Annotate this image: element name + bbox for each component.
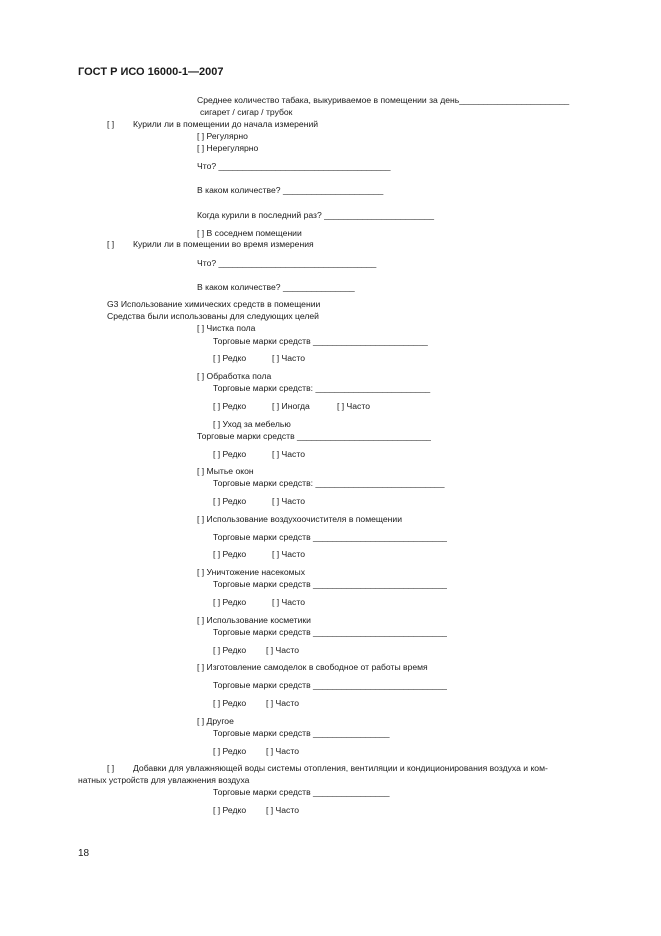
frequency-option: [ ] Редко	[213, 449, 247, 459]
frequency-option: [ ] Редко	[213, 645, 247, 655]
brands-line: Торговые марки средств: ________________________	[213, 383, 431, 393]
brands-line: Торговые марки средств ____________________________	[213, 532, 447, 542]
option-label: [ ] Использование косметики	[197, 615, 311, 625]
frequency-option: [ ] Часто	[337, 401, 370, 411]
checkbox: [ ]	[107, 239, 115, 249]
option-label: [ ] Нерегулярно	[197, 143, 259, 153]
frequency-option: [ ] Редко	[213, 597, 247, 607]
brands-line: Торговые марки средств: ___________________________	[213, 478, 445, 488]
frequency-option: [ ] Редко	[213, 401, 247, 411]
frequency-option: [ ] Часто	[266, 805, 299, 815]
option-label: [ ] Использование воздухоочистителя в помещении	[197, 514, 403, 524]
option-label: [ ] Уничтожение насекомых	[197, 567, 306, 577]
option-label: [ ] Обработка пола	[197, 371, 272, 381]
option-label: [ ] Изготовление самоделок в свободное от работы время	[197, 662, 428, 672]
frequency-option: [ ] Часто	[266, 746, 299, 756]
frequency-option: [ ] Часто	[272, 449, 305, 459]
question-label: Курили ли в помещении во время измерения	[133, 239, 314, 249]
frequency-option: [ ] Редко	[213, 698, 247, 708]
option-label: [ ] Регулярно	[197, 131, 248, 141]
brands-line: Торговые марки средств ________________	[213, 728, 390, 738]
text-line: сигарет / сигар / трубок	[200, 107, 293, 117]
brands-line: Торговые марки средств ________________________	[213, 336, 428, 346]
frequency-option: [ ] Часто	[272, 496, 305, 506]
frequency-option: [ ] Редко	[213, 353, 247, 363]
question-label: Добавки для увлажняющей воды системы отопления, вентиляции и кондиционирования воздуха и ком-	[133, 763, 548, 773]
option-label: [ ] В соседнем помещении	[197, 228, 302, 238]
frequency-option: [ ] Часто	[272, 353, 305, 363]
option-label: [ ] Чистка пола	[197, 323, 256, 333]
frequency-option: [ ] Редко	[213, 746, 247, 756]
text-line: В каком количестве? _______________	[197, 282, 355, 292]
option-label: [ ] Другое	[197, 716, 234, 726]
frequency-option: [ ] Редко	[213, 549, 247, 559]
page-number: 18	[78, 848, 90, 859]
text-line: Что? ____________________________________	[197, 161, 391, 171]
document-title: ГОСТ Р ИСО 16000-1—2007	[78, 66, 224, 78]
brands-line: Торговые марки средств ________________	[213, 787, 390, 797]
frequency-option: [ ] Иногда	[272, 401, 310, 411]
text-line: Что? _________________________________	[197, 258, 377, 268]
brands-line: Торговые марки средств ____________________________	[213, 627, 447, 637]
question-label: Курили ли в помещении до начала измерений	[133, 119, 319, 129]
brands-line: Торговые марки средств ____________________________	[197, 431, 431, 441]
brands-line: Торговые марки средств ____________________________	[213, 579, 447, 589]
section-heading: G3 Использование химических средств в помещении	[107, 299, 321, 309]
frequency-option: [ ] Часто	[266, 698, 299, 708]
frequency-option: [ ] Часто	[272, 549, 305, 559]
frequency-option: [ ] Редко	[213, 805, 247, 815]
frequency-option: [ ] Редко	[213, 496, 247, 506]
option-label: [ ] Мытье окон	[197, 466, 254, 476]
frequency-option: [ ] Часто	[272, 597, 305, 607]
text-line: Среднее количество табака, выкуриваемое в помещении за день_______________________	[197, 95, 570, 105]
checkbox: [ ]	[107, 119, 115, 129]
text-line: Когда курили в последний раз? _______________________	[197, 210, 435, 220]
brands-line: Торговые марки средств ____________________________	[213, 680, 447, 690]
checkbox: [ ]	[107, 763, 115, 773]
section-subheading: Средства были использованы для следующих целей	[107, 311, 319, 321]
text-line: В каком количестве? _____________________	[197, 185, 384, 195]
option-label: [ ] Уход за мебелью	[213, 419, 291, 429]
frequency-option: [ ] Часто	[266, 645, 299, 655]
question-label-continued: натных устройств для увлажнения воздуха	[78, 775, 250, 785]
